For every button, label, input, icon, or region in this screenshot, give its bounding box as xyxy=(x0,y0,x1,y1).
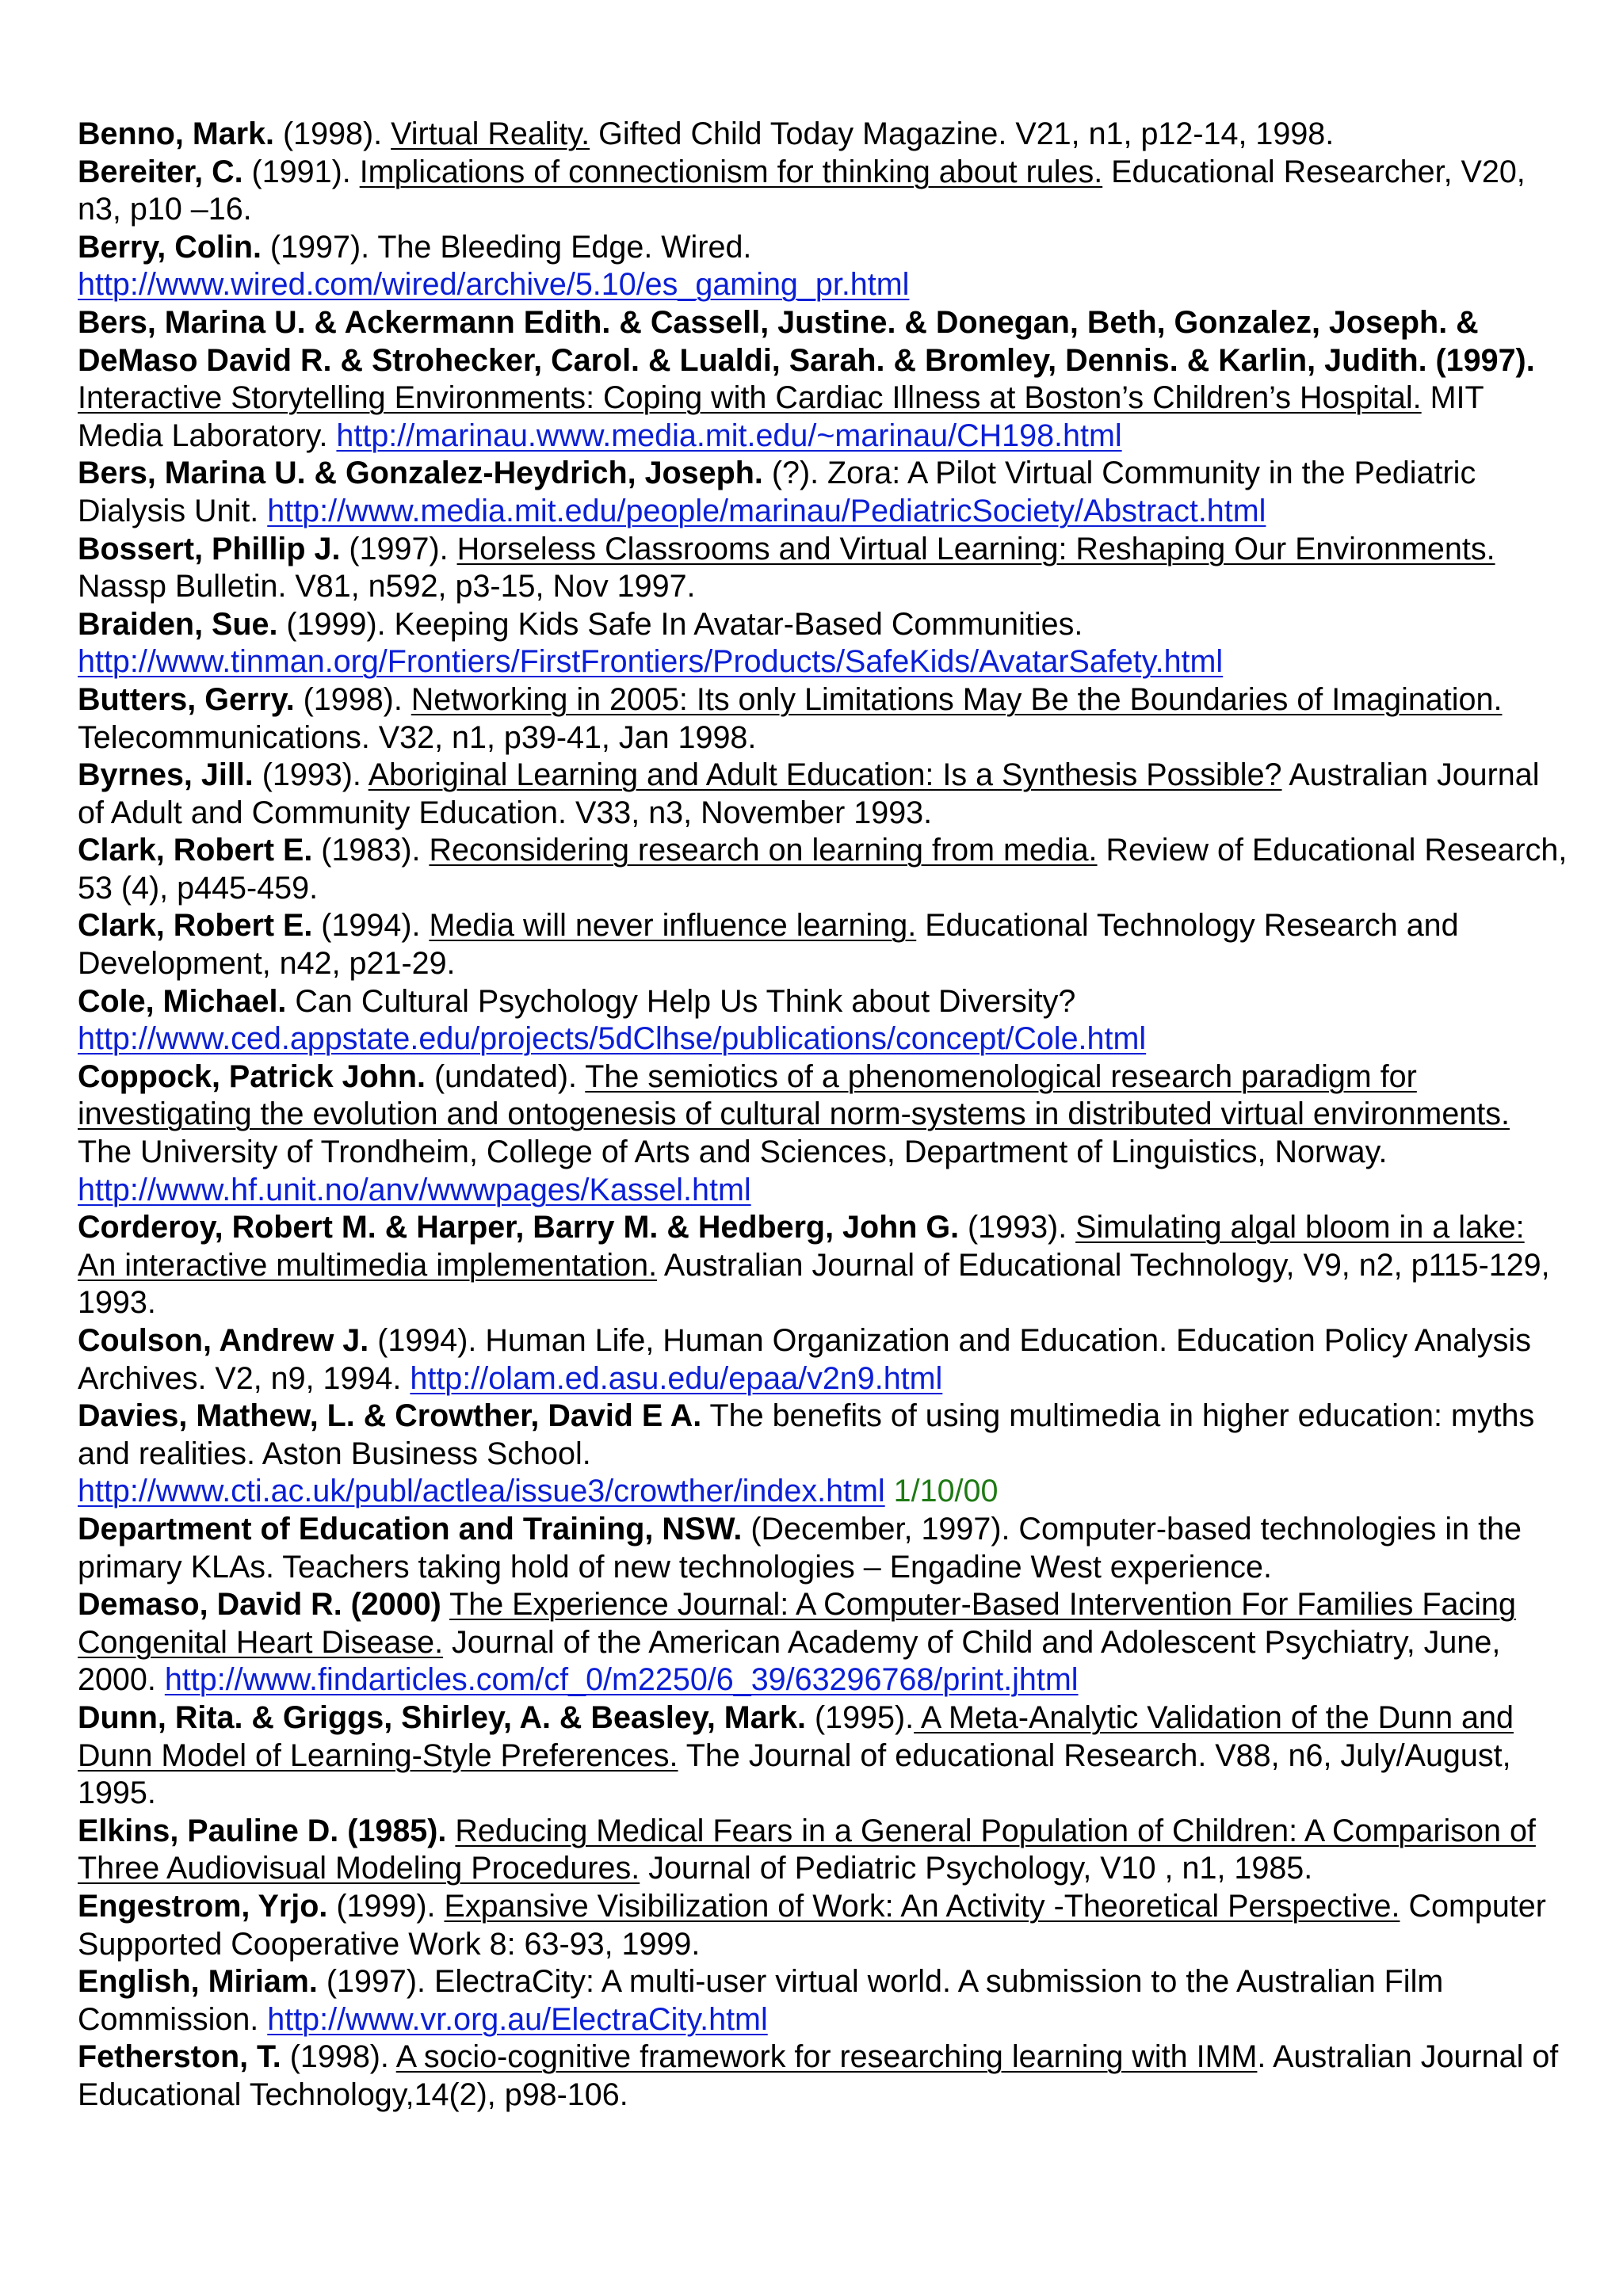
reference-date: (1998). xyxy=(294,681,411,717)
reference-author: Coulson, Andrew J. xyxy=(78,1323,369,1358)
reference-author: Engestrom, Yrjo. xyxy=(78,1888,328,1924)
reference-source: MIT Media Laboratory. xyxy=(78,380,1484,453)
reference-date: (1999). xyxy=(327,1888,445,1924)
reference-source: Review of Educational Research, 53 (4), p445-459. xyxy=(78,833,1568,906)
reference-date: (1983). xyxy=(312,833,430,868)
reference-source: . Australian Journal of Educational Technology,14(2), p98-106. xyxy=(78,2039,1559,2112)
reference-source: Computer Supported Cooperative Work 8: 63-93, 1999. xyxy=(78,1888,1546,1962)
reference-title: A Meta-Analytic Validation of the Dunn and Dunn Model of Learning-Style Preferences. xyxy=(78,1699,1514,1773)
reference-title: Reducing Medical Fears in a General Population of Children: A Comparison of Three Audiovisual Modeling Procedures. xyxy=(78,1813,1536,1886)
reference-source: Keeping Kids Safe In Avatar-Based Communities. xyxy=(394,606,1083,642)
reference-date: (1993). xyxy=(959,1210,1076,1245)
reference-title: The semiotics of a phenomenological research paradigm for investigating the evolution and ontogenesis of cultural norm-systems in distributed virtual environments. xyxy=(78,1058,1510,1132)
reference-author: Elkins, Pauline D. (1985). xyxy=(78,1813,447,1848)
reference-link[interactable]: http://www.tinman.org/Frontiers/FirstFrontiers/Products/SafeKids/AvatarSafety.html xyxy=(78,644,1224,680)
reference-author: Bers, Marina U. & Gonzalez-Heydrich, Joseph. xyxy=(78,456,763,491)
reference-date xyxy=(701,1398,709,1433)
reference-author: Demaso, David R. (2000) xyxy=(78,1587,441,1623)
reference-entry xyxy=(78,1058,1568,1209)
reference-date: (1994). xyxy=(369,1323,486,1358)
reference-link[interactable]: http://www.findarticles.com/cf_0/m2250/6_39/63296768/print.jhtml xyxy=(164,1662,1079,1698)
reference-source: The Journal of educational Research. V88, n6, July/August, 1995. xyxy=(78,1737,1511,1811)
reference-source: Telecommunications. V32, n1, p39-41, Jan 1998. xyxy=(78,719,757,755)
reference-source: Nassp Bulletin. V81, n592, p3-15, Nov 1997. xyxy=(78,569,696,605)
reference-author: Butters, Gerry. xyxy=(78,681,295,717)
reference-date: (December, 1997). xyxy=(742,1511,1019,1547)
reference-title: Horseless Classrooms and Virtual Learning: Reshaping Our Environments. xyxy=(456,531,1495,566)
reference-entry xyxy=(78,1888,1568,1963)
reference-author: Clark, Robert E. xyxy=(78,908,313,944)
reference-entry xyxy=(78,907,1568,982)
reference-author: Berry, Colin. xyxy=(78,229,262,265)
reference-source: The benefits of using multimedia in higher education: myths and realities. Aston Business School. xyxy=(78,1398,1535,1471)
reference-source: Educational Technology Research and Development, n42, p21-29. xyxy=(78,908,1459,982)
reference-title: A socio-cognitive framework for researching learning with IMM xyxy=(395,2039,1258,2075)
reference-link[interactable]: http://marinau.www.media.mit.edu/~marinau/CH198.html xyxy=(336,418,1122,453)
reference-author: Benno, Mark. xyxy=(78,116,275,151)
reference-entry xyxy=(78,1398,1568,1511)
reference-entry xyxy=(78,757,1568,832)
reference-link[interactable]: http://www.ced.appstate.edu/projects/5dClhse/publications/concept/Cole.html xyxy=(78,1021,1147,1057)
reference-entry xyxy=(78,229,1568,304)
reference-accessed-date: 1/10/00 xyxy=(893,1474,999,1509)
reference-link[interactable]: http://www.media.mit.edu/people/marinau/PediatricSociety/Abstract.html xyxy=(267,493,1266,528)
reference-entry xyxy=(78,681,1568,757)
reference-entry xyxy=(78,154,1568,229)
reference-author: Fetherston, T. xyxy=(78,2039,281,2075)
reference-title: Expansive Visibilization of Work: An Activity -Theoretical Perspective. xyxy=(444,1888,1400,1924)
reference-date: (undated). xyxy=(425,1058,586,1094)
reference-title: The Experience Journal: A Computer-Based Intervention For Families Facing Congenital Heart Disease. xyxy=(78,1587,1516,1660)
reference-date xyxy=(446,1814,455,1848)
reference-source: ElectraCity: A multi-user virtual world. A submission to the Australian Film Commission. xyxy=(78,1964,1444,2037)
reference-entry xyxy=(78,1699,1568,1813)
reference-date: (1993). xyxy=(253,757,369,793)
reference-entry xyxy=(78,2039,1568,2114)
reference-entry xyxy=(78,116,1568,154)
reference-author: Corderoy, Robert M. & Harper, Barry M. & Hedberg, John G. xyxy=(78,1210,960,1245)
reference-title: Aboriginal Learning and Adult Education: Is a Synthesis Possible? xyxy=(368,757,1282,793)
reference-source: Computer-based technologies in the primary KLAs. Teachers taking hold of new technologies – Engadine West experience. xyxy=(78,1511,1522,1585)
reference-source: Journal of Pediatric Psychology, V10 , n1, 1985. xyxy=(640,1851,1313,1886)
reference-title: Virtual Reality. xyxy=(391,116,590,151)
reference-link[interactable]: http://www.wired.com/wired/archive/5.10/es_gaming_pr.html xyxy=(78,267,910,303)
reference-entry xyxy=(78,1511,1568,1586)
reference-source: Can Cultural Psychology Help Us Think about Diversity? xyxy=(295,983,1076,1019)
reference-author: Clark, Robert E. xyxy=(78,833,313,868)
reference-source: Zora: A Pilot Virtual Community in the Pediatric Dialysis Unit. xyxy=(78,456,1476,528)
reference-entry xyxy=(78,606,1568,681)
reference-date: (1995). xyxy=(805,1699,915,1735)
reference-source: Gifted Child Today Magazine. V21, n1, p12-14, 1998. xyxy=(590,116,1335,151)
reference-entry xyxy=(78,531,1568,606)
reference-link[interactable]: http://www.hf.unit.no/anv/wwwpages/Kassel.html xyxy=(78,1172,751,1207)
reference-date: (?). xyxy=(762,456,828,491)
reference-author: Bereiter, C. xyxy=(78,154,243,189)
reference-title: Interactive Storytelling Environments: Coping with Cardiac Illness at Boston’s Children’s Hospital. xyxy=(78,380,1422,416)
reference-entry xyxy=(78,455,1568,530)
reference-title: Reconsidering research on learning from media. xyxy=(429,833,1098,868)
reference-date: (1998). xyxy=(274,116,391,151)
reference-source: Australian Journal of Adult and Community Education. V33, n3, November 1993. xyxy=(78,757,1540,830)
reference-author: Dunn, Rita. & Griggs, Shirley, A. & Beasley, Mark. xyxy=(78,1699,806,1735)
reference-entry xyxy=(78,1322,1568,1398)
reference-link[interactable]: http://www.cti.ac.uk/publ/actlea/issue3/crowther/index.html xyxy=(78,1474,885,1509)
reference-date: (1998). xyxy=(281,2039,396,2075)
reference-date: (1997). xyxy=(317,1964,434,2000)
reference-entry xyxy=(78,304,1568,455)
reference-title: Implications of connectionism for thinking about rules. xyxy=(359,154,1103,189)
reference-title: Simulating algal bloom in a lake: An interactive multimedia implementation. xyxy=(78,1210,1525,1283)
reference-author: Department of Education and Training, NSW. xyxy=(78,1511,743,1547)
reference-author: Davies, Mathew, L. & Crowther, David E A. xyxy=(78,1398,702,1434)
reference-author: Coppock, Patrick John. xyxy=(78,1058,426,1094)
reference-date: (1994). xyxy=(312,908,430,944)
reference-entry xyxy=(78,1963,1568,2039)
reference-author: Byrnes, Jill. xyxy=(78,757,254,793)
reference-author: English, Miriam. xyxy=(78,1964,318,2000)
reference-date xyxy=(286,984,295,1019)
reference-entry xyxy=(78,832,1568,907)
reference-entry xyxy=(78,983,1568,1058)
reference-author: Braiden, Sue. xyxy=(78,606,278,642)
reference-date xyxy=(441,1587,449,1622)
reference-entry xyxy=(78,1813,1568,1888)
reference-date: (1991). xyxy=(242,154,360,189)
reference-author: Bossert, Phillip J. xyxy=(78,531,341,566)
reference-title: Media will never influence learning. xyxy=(429,908,917,944)
reference-source: Journal of the American Academy of Child and Adolescent Psychiatry, June, 2000. xyxy=(78,1624,1501,1698)
reference-author: Cole, Michael. xyxy=(78,983,287,1019)
reference-entry xyxy=(78,1209,1568,1322)
reference-author: Bers, Marina U. & Ackermann Edith. & Cassell, Justine. & Donegan, Beth, Gonzalez, Joseph. & DeMaso David R. & Strohecker, Carol. & Lualdi, Sarah. & Bromley, Dennis. & Karlin, Judith. (1997). xyxy=(78,304,1535,378)
reference-list xyxy=(78,116,1568,2114)
reference-date: (1997). xyxy=(340,531,457,566)
reference-date: (1999). xyxy=(277,606,395,642)
reference-source: Australian Journal of Educational Technology, V9, n2, p115-129, 1993. xyxy=(78,1247,1550,1321)
reference-entry xyxy=(78,1586,1568,1699)
reference-source: Educational Researcher, V20, n3, p10 –16. xyxy=(78,154,1526,227)
reference-source: The Bleeding Edge. Wired. xyxy=(377,229,752,265)
reference-link[interactable]: http://www.vr.org.au/ElectraCity.html xyxy=(267,2001,768,2037)
reference-source: Human Life, Human Organization and Education. Education Policy Analysis Archives. V2, n9, 1994. xyxy=(78,1323,1531,1396)
reference-link[interactable]: http://olam.ed.asu.edu/epaa/v2n9.html xyxy=(410,1360,943,1396)
reference-source: The University of Trondheim, College of Arts and Sciences, Department of Linguistics, Norway. xyxy=(78,1135,1388,1170)
reference-title: Networking in 2005: Its only Limitations May Be the Boundaries of Imagination. xyxy=(411,681,1503,717)
reference-date: (1997). xyxy=(261,229,378,265)
